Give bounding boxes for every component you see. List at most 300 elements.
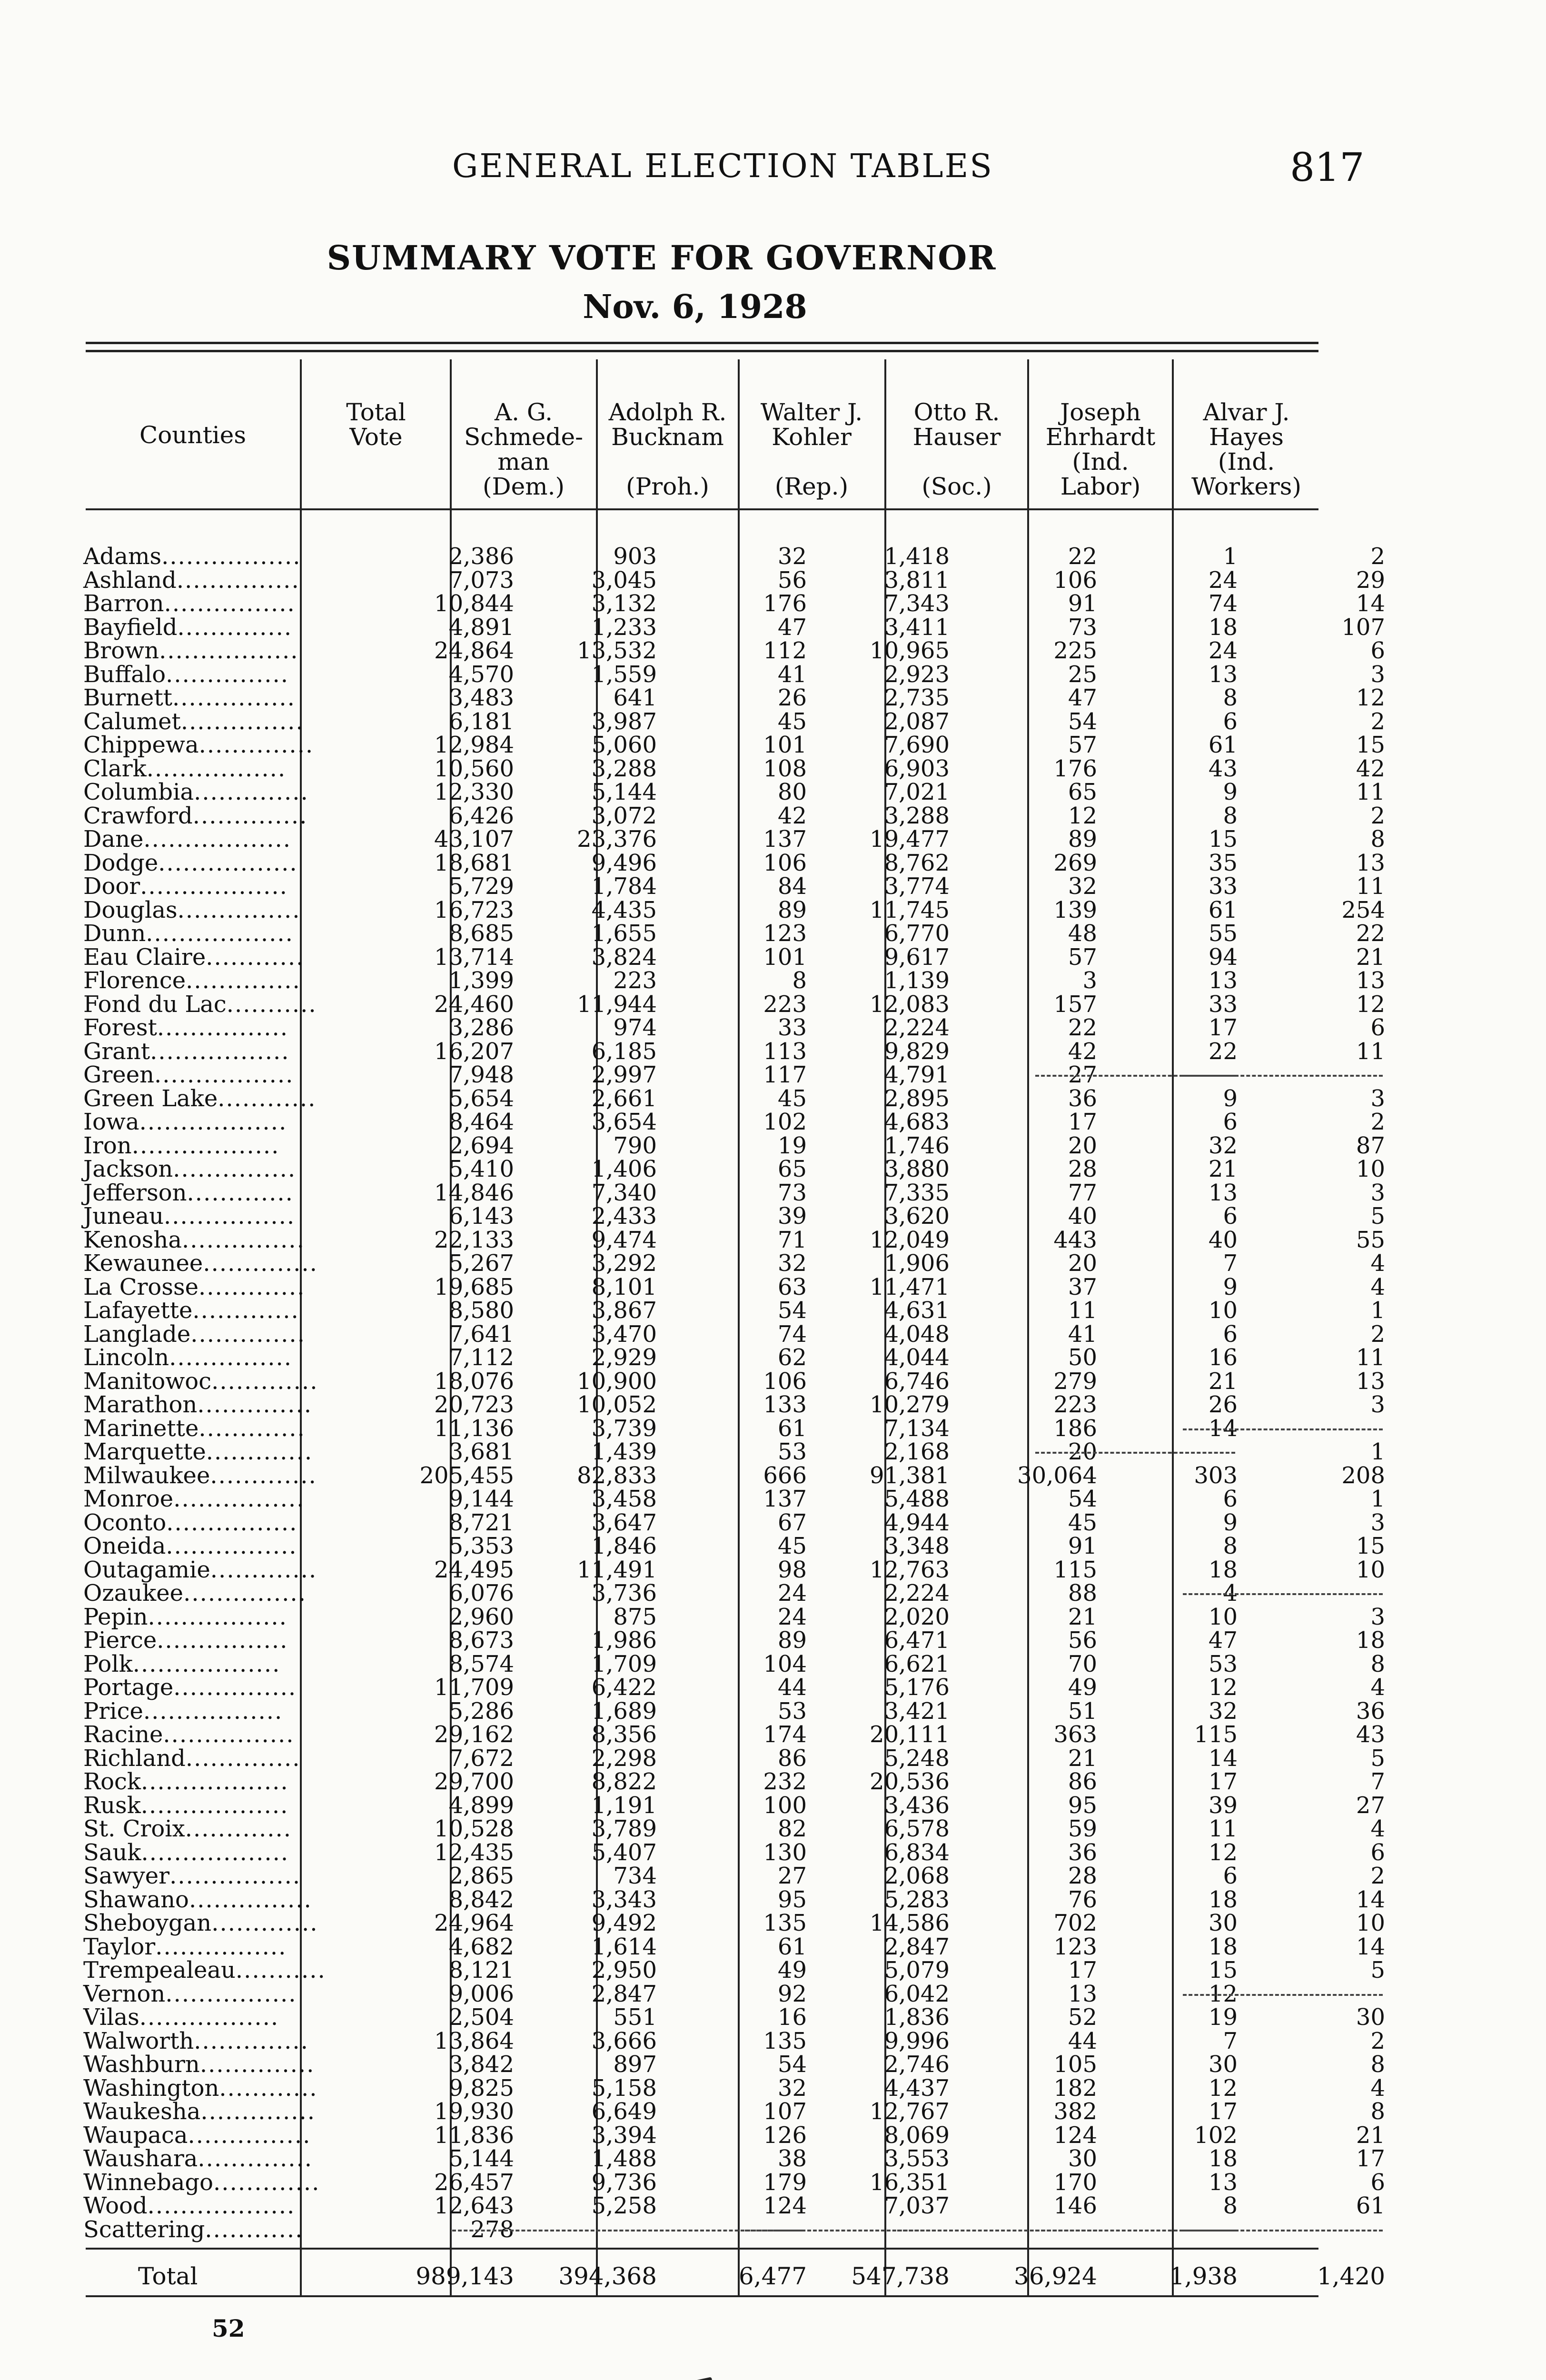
cell-proh: 24 [777, 1603, 807, 1630]
cell-total: 18,076 [434, 1368, 514, 1395]
county-name: Grant................. [83, 1038, 290, 1065]
cell-soc: 279 [1053, 1368, 1097, 1395]
cell-total: 6,426 [448, 802, 514, 829]
cell-soc: 30 [1068, 2145, 1097, 2172]
county-name: Dunn.................. [83, 920, 294, 947]
running-head: GENERAL ELECTION TABLES [452, 148, 993, 185]
cell-rep: 6,042 [884, 1980, 950, 2007]
total-workers: 1,420 [1317, 2262, 1385, 2290]
cell-proh: 179 [763, 2169, 807, 2196]
cell-soc: 28 [1068, 1863, 1097, 1889]
dot-leader: ................ [157, 1627, 288, 1654]
cell-dem: 10,052 [577, 1391, 657, 1418]
total-row [83, 2262, 1385, 2291]
table-row [83, 2169, 1385, 2196]
cell-proh: 174 [763, 1721, 807, 1748]
cell-soc: 170 [1053, 2169, 1097, 2196]
table-row [83, 2145, 1385, 2172]
table-row [83, 826, 1385, 853]
cell-total: 19,685 [434, 1273, 514, 1300]
county-name: Rusk.................. [83, 1792, 289, 1819]
cell-dem: 3,654 [591, 1109, 657, 1135]
cell-soc: 21 [1068, 1603, 1097, 1630]
dot-leader: ............. [213, 2169, 320, 2196]
cell-workers: 3 [1370, 661, 1385, 688]
cell-total: 4,682 [448, 1933, 514, 1960]
table-row [83, 1226, 1385, 1253]
cell-proh: 112 [763, 637, 807, 664]
cell-proh: 74 [777, 1320, 807, 1348]
cell-workers: 17 [1356, 2145, 1385, 2172]
cell-soc: 48 [1068, 920, 1097, 947]
cell-rep: 4,791 [884, 1061, 950, 1088]
table-row [83, 1721, 1385, 1748]
cell-soc: 20 [1068, 1250, 1097, 1277]
table-row [83, 2074, 1385, 2102]
county-name: Lincoln............... [83, 1344, 293, 1371]
cell-workers: 4 [1370, 2074, 1385, 2102]
cell-rep: 3,811 [884, 566, 950, 594]
cell-proh: 71 [777, 1226, 807, 1253]
cell-rep: 2,224 [884, 1014, 950, 1041]
table-row [83, 1417, 1321, 1441]
cell-rep: 3,880 [884, 1156, 950, 1182]
county-name: Taylor................ [83, 1933, 287, 1960]
cell-workers: 2 [1370, 802, 1385, 829]
cell-dem: 3,739 [591, 1415, 657, 1442]
cell-labor: 9 [1223, 1273, 1238, 1300]
county-name: Marinette............. [83, 1415, 306, 1442]
cell-labor: 53 [1208, 1650, 1238, 1677]
cell-soc: 269 [1053, 849, 1097, 876]
cell-total: 24,460 [434, 991, 514, 1018]
dot-leader: .............. [190, 1320, 306, 1348]
cell-soc: 91 [1068, 1533, 1097, 1559]
county-name: Ozaukee............... [83, 1580, 307, 1606]
cell-dem: 1,488 [591, 2145, 657, 2172]
county-name: Winnebago............. [83, 2169, 320, 2196]
cell-proh: 54 [777, 1297, 807, 1324]
cell-dem: 2,950 [591, 1957, 657, 1983]
cell-total: 7,073 [448, 566, 514, 594]
county-name: Buffalo............... [83, 661, 289, 688]
county-name: Shawano............... [83, 1886, 312, 1913]
dot-leader: ............. [210, 1462, 317, 1489]
cell-proh: 62 [777, 1344, 807, 1371]
cell-workers: 42 [1356, 755, 1385, 782]
header-line: (Soc.) [922, 473, 992, 500]
table-row [83, 755, 1385, 782]
county-name: Juneau................ [83, 1203, 296, 1230]
county-name: Crawford.............. [83, 802, 308, 829]
cell-dem: 3,470 [591, 1320, 657, 1348]
dot-leader: ................ [165, 1980, 297, 2007]
cell-rep: 12,763 [870, 1556, 950, 1583]
cell-workers: 87 [1356, 1132, 1385, 1159]
header-line: Workers) [1191, 473, 1301, 500]
county-name: Dane.................. [83, 826, 292, 853]
table-row [83, 779, 1385, 805]
county-name: Sauk.................. [83, 1839, 289, 1866]
cell-labor: 13 [1208, 1179, 1238, 1206]
cell-proh: 95 [777, 1886, 807, 1913]
dot-leader: ............... [183, 1580, 307, 1606]
county-name: Calumet............... [83, 708, 304, 735]
cell-rep: 3,411 [884, 614, 950, 641]
dot-leader: .............. [177, 614, 293, 641]
table-row [83, 1438, 1385, 1465]
dot-leader: ................. [148, 1603, 287, 1630]
cell-total: 3,286 [448, 1014, 514, 1041]
county-name: Rock.................. [83, 1768, 289, 1795]
table-row [83, 1650, 1385, 1677]
dot-leader: ............... [188, 2122, 311, 2149]
dot-leader: .................. [140, 1792, 289, 1819]
cell-workers: 61 [1356, 2192, 1385, 2219]
dot-leader: ........... [235, 1957, 326, 1983]
dot-leader: .................. [141, 1768, 289, 1795]
dot-leader: ............... [176, 566, 300, 594]
cell-proh: 45 [777, 708, 807, 735]
table-row [83, 1582, 1321, 1606]
cell-rep: 12,049 [870, 1226, 950, 1253]
header-line: Hauser [912, 423, 1001, 451]
cell-proh: 124 [763, 2192, 807, 2219]
table-title: SUMMARY VOTE FOR GOVERNOR [327, 238, 997, 278]
cell-rep: 2,087 [884, 708, 950, 735]
table-row [83, 1462, 1385, 1489]
cell-rep: 16,351 [870, 2169, 950, 2196]
cell-rep: 7,690 [884, 732, 950, 758]
cell-rep: 1,746 [884, 1132, 950, 1159]
cell-proh: 135 [763, 2027, 807, 2054]
cell-rep: 20,536 [870, 1768, 950, 1795]
header-line: Schmede- [464, 423, 583, 451]
cell-workers: 14 [1356, 1886, 1385, 1913]
county-name: Eau Claire............ [83, 943, 305, 971]
cell-soc: 702 [1053, 1910, 1097, 1936]
cell-rep: 5,283 [884, 1886, 950, 1913]
cell-labor: 61 [1208, 896, 1238, 923]
county-name: Milwaukee............. [83, 1462, 317, 1489]
cell-proh: 137 [763, 1486, 807, 1512]
county-name: Sawyer................ [83, 1863, 301, 1889]
county-name: Pierce................ [83, 1627, 288, 1654]
county-name: Florence.............. [83, 967, 301, 994]
dot-leader: ................. [161, 543, 301, 570]
cell-soc: 40 [1068, 1203, 1097, 1230]
cell-workers: 2 [1370, 543, 1385, 570]
table-row [83, 1627, 1385, 1654]
cell-workers: 1 [1370, 1486, 1385, 1512]
county-name: Vilas................. [83, 2004, 279, 2031]
county-name: Waushara.............. [83, 2145, 313, 2172]
cell-total: 205,455 [419, 1462, 514, 1489]
cell-rep: 5,176 [884, 1674, 950, 1701]
county-name: Oneida................ [83, 1533, 297, 1559]
cell-workers: 11 [1356, 1038, 1385, 1065]
table-row [83, 1697, 1385, 1725]
cell-proh: 41 [777, 661, 807, 688]
dot-leader: ................ [169, 1863, 301, 1889]
cell-rep: 1,139 [884, 967, 950, 994]
cell-dem: 3,292 [591, 1250, 657, 1277]
dot-leader: .................. [140, 873, 288, 900]
cell-labor: 8 [1223, 2192, 1238, 2219]
header-total-vote [305, 400, 447, 449]
page-number: 817 [1290, 145, 1365, 190]
county-name: Marathon.............. [83, 1391, 312, 1418]
cell-rep: 6,903 [884, 755, 950, 782]
header-line: Labor) [1060, 473, 1141, 500]
county-name: Iowa.................. [83, 1109, 287, 1135]
cell-total: 10,528 [434, 1815, 514, 1842]
county-name: Walworth.............. [83, 2027, 309, 2054]
cell-proh: 49 [777, 1957, 807, 1983]
cell-workers: 12 [1356, 991, 1385, 1018]
cell-total: 2,504 [448, 2004, 514, 2031]
dot-leader: ................. [154, 1061, 294, 1088]
header-schmedeman [452, 400, 595, 499]
cell-labor: 33 [1208, 873, 1238, 900]
cell-soc: 37 [1068, 1273, 1097, 1300]
county-name: Manitowoc............. [83, 1368, 318, 1395]
cell-total: 4,899 [448, 1792, 514, 1819]
dot-leader: ................. [139, 2004, 279, 2031]
cell-total: 13,864 [434, 2027, 514, 2054]
header-line: Alvar J. [1203, 398, 1290, 426]
cell-soc: 21 [1068, 1745, 1097, 1772]
table-row [83, 2051, 1385, 2078]
dot-leader: ................. [146, 755, 287, 782]
cell-proh: 38 [777, 2145, 807, 2172]
empty-cell-dashes [1183, 1075, 1383, 1077]
top-double-rule-1 [86, 342, 1318, 344]
table-row [83, 1132, 1385, 1159]
cell-rep: 91,381 [870, 1462, 950, 1489]
cell-total: 10,844 [434, 590, 514, 617]
dot-leader: ................ [157, 1014, 288, 1041]
cell-dem: 23,376 [577, 826, 657, 853]
cell-workers: 3 [1370, 1085, 1385, 1112]
county-name: Forest................ [83, 1014, 288, 1041]
cell-rep: 2,847 [884, 1933, 950, 1960]
cell-rep: 1,906 [884, 1250, 950, 1277]
cell-dem: 897 [613, 2051, 657, 2078]
county-name: Chippewa.............. [83, 732, 314, 758]
dot-leader: ............ [206, 943, 305, 971]
cell-labor: 30 [1208, 1910, 1238, 1936]
cell-rep: 7,134 [884, 1415, 950, 1442]
dot-leader: .............. [198, 732, 314, 758]
cell-labor: 17 [1208, 1768, 1238, 1795]
table-row [83, 1085, 1385, 1112]
cell-total: 5,353 [448, 1533, 514, 1559]
table-row [83, 1063, 1321, 1087]
dot-leader: ................ [166, 1509, 298, 1536]
cell-labor: 15 [1208, 1957, 1238, 1983]
cell-proh: 80 [777, 779, 807, 805]
cell-proh: 100 [763, 1792, 807, 1819]
cell-total: 20,723 [434, 1391, 514, 1418]
table-row [83, 1203, 1385, 1230]
dot-leader: ............. [211, 1910, 318, 1936]
cell-workers: 6 [1370, 1014, 1385, 1041]
cell-proh: 24 [777, 1580, 807, 1606]
cell-total: 14,846 [434, 1179, 514, 1206]
cell-labor: 12 [1208, 1674, 1238, 1701]
cell-proh: 106 [763, 1368, 807, 1395]
cell-soc: 106 [1053, 566, 1097, 594]
cell-soc: 157 [1053, 991, 1097, 1018]
county-name: Washington............ [83, 2074, 318, 2102]
dot-leader: ............. [198, 1415, 306, 1442]
cell-dem: 7,340 [591, 1179, 657, 1206]
cell-labor: 8 [1223, 1533, 1238, 1559]
cell-total: 13,714 [434, 943, 514, 971]
cell-rep: 2,224 [884, 1580, 950, 1606]
header-line: (Rep.) [774, 473, 849, 500]
county-name: Jefferson............. [83, 1179, 294, 1206]
cell-workers: 15 [1356, 1533, 1385, 1559]
cell-dem: 1,986 [591, 1627, 657, 1654]
table-row [83, 732, 1385, 758]
cell-soc: 124 [1053, 2122, 1097, 2149]
dot-leader: ............... [169, 1344, 293, 1371]
cell-workers: 12 [1356, 684, 1385, 711]
cell-workers: 30 [1356, 2004, 1385, 2031]
cell-rep: 2,735 [884, 684, 950, 711]
cell-dem: 223 [613, 967, 657, 994]
cell-workers: 5 [1370, 1203, 1385, 1230]
cell-workers: 11 [1356, 1344, 1385, 1371]
cell-soc: 11 [1068, 1297, 1097, 1324]
cell-labor: 6 [1223, 1320, 1238, 1348]
cell-labor: 11 [1208, 1815, 1238, 1842]
cell-workers: 21 [1356, 943, 1385, 971]
cell-proh: 19 [777, 1132, 807, 1159]
cell-total: 10,560 [434, 755, 514, 782]
cell-labor: 6 [1223, 1863, 1238, 1889]
cell-rep: 7,335 [884, 1179, 950, 1206]
cell-dem: 2,661 [591, 1085, 657, 1112]
cell-dem: 734 [613, 1863, 657, 1889]
cell-proh: 47 [777, 614, 807, 641]
cell-total: 24,964 [434, 1910, 514, 1936]
cell-workers: 4 [1370, 1250, 1385, 1277]
county-name: Wood.................. [83, 2192, 296, 2219]
header-line: (Dem.) [483, 473, 565, 500]
dot-leader: ............... [177, 896, 301, 923]
total-soc: 36,924 [1014, 2262, 1097, 2290]
cell-proh: 39 [777, 1203, 807, 1230]
cell-labor: 32 [1208, 1132, 1238, 1159]
cell-proh: 89 [777, 896, 807, 923]
header-line: Joseph [1060, 398, 1141, 426]
cell-total: 5,144 [448, 2145, 514, 2172]
cell-soc: 105 [1053, 2051, 1097, 2078]
table-row [83, 1886, 1385, 1913]
cell-rep: 11,471 [870, 1273, 950, 1300]
cell-labor: 21 [1208, 1156, 1238, 1182]
cell-workers: 43 [1356, 1721, 1385, 1748]
table-row [83, 967, 1385, 994]
cell-labor: 40 [1208, 1226, 1238, 1253]
cell-rep: 3,774 [884, 873, 950, 900]
cell-dem: 1,655 [591, 920, 657, 947]
county-name: La Crosse............. [83, 1273, 306, 1300]
county-name: Portage............... [83, 1674, 297, 1701]
dot-leader: .................. [141, 1839, 289, 1866]
cell-soc: 30,064 [1017, 1462, 1097, 1489]
cell-workers: 107 [1341, 614, 1385, 641]
cell-total: 5,410 [448, 1156, 514, 1182]
cell-dem: 3,343 [591, 1886, 657, 1913]
cell-dem: 551 [613, 2004, 657, 2031]
table-row [83, 1014, 1385, 1041]
table-row [83, 1156, 1385, 1182]
dot-leader: .............. [198, 2145, 313, 2172]
cell-total: 18,681 [434, 849, 514, 876]
cell-dem: 2,433 [591, 1203, 657, 1230]
cell-rep: 14,586 [870, 1910, 950, 1936]
cell-proh: 56 [777, 566, 807, 594]
dot-leader: .............. [192, 802, 308, 829]
cell-labor: 13 [1208, 2169, 1238, 2196]
county-name: Sheboygan............. [83, 1910, 318, 1936]
dot-leader: ........... [226, 991, 317, 1018]
cell-dem: 1,559 [591, 661, 657, 688]
county-name: Waukesha.............. [83, 2098, 316, 2125]
header-bucknam [597, 400, 738, 499]
cell-soc: 95 [1068, 1792, 1097, 1819]
dot-leader: ............... [180, 708, 304, 735]
cell-dem: 974 [613, 1014, 657, 1041]
header-line: (Proh.) [626, 473, 709, 500]
table-row [83, 1556, 1385, 1583]
dot-leader: ............. [192, 1297, 299, 1324]
cell-proh: 108 [763, 755, 807, 782]
cell-labor: 21 [1208, 1368, 1238, 1395]
dot-leader: ............ [205, 2216, 304, 2243]
header-line: (Ind. [1218, 448, 1275, 476]
county-name: Langlade.............. [83, 1320, 306, 1348]
cell-total: 5,267 [448, 1250, 514, 1277]
cell-dem: 3,045 [591, 566, 657, 594]
cell-proh: 98 [777, 1556, 807, 1583]
dot-leader: ................. [143, 1697, 283, 1725]
cell-rep: 12,083 [870, 991, 950, 1018]
cell-dem: 8,101 [591, 1273, 657, 1300]
cell-proh: 89 [777, 1627, 807, 1654]
table-row [83, 1320, 1385, 1348]
cell-dem: 1,614 [591, 1933, 657, 1960]
cell-labor: 9 [1223, 779, 1238, 805]
cell-workers: 8 [1370, 1650, 1385, 1677]
cell-proh: 126 [763, 2122, 807, 2149]
cell-workers: 4 [1370, 1815, 1385, 1842]
cell-labor: 14 [1208, 1745, 1238, 1772]
cell-total: 6,143 [448, 1203, 514, 1230]
cell-soc: 123 [1053, 1933, 1097, 1960]
cell-dem: 5,258 [591, 2192, 657, 2219]
dot-leader: ............... [173, 1674, 297, 1701]
cell-dem: 5,407 [591, 1839, 657, 1866]
cell-labor: 9 [1223, 1085, 1238, 1112]
cell-rep: 2,746 [884, 2051, 950, 2078]
cell-workers: 11 [1356, 779, 1385, 805]
cell-labor: 13 [1208, 967, 1238, 994]
